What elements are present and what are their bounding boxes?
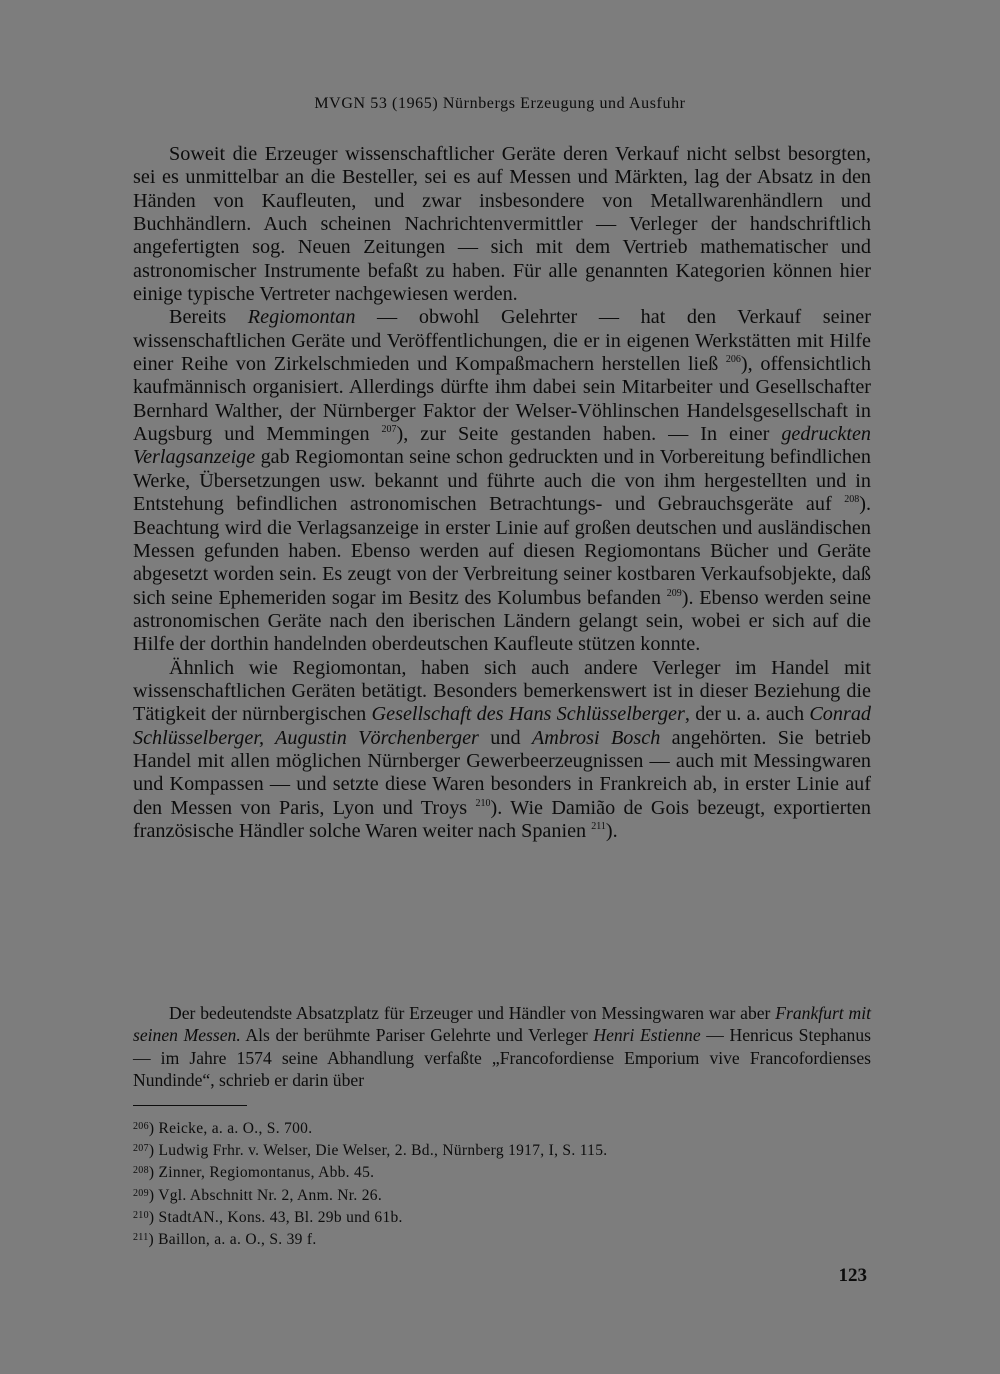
paragraph-1: Soweit die Erzeuger wissenschaftlicher Geräte deren Verkauf nicht selbst besorgten, sei es unmittelbar an die Besteller, sei es auf Messen und Märkten, lag der Absatz in den Händen von Kaufleuten, und zwar insbesondere von Metallwarenhändlern und Buchhändlern. Auch scheinen Nachrichtenvermittler — Verleger der handschriftlich angefertigten sog. Neuen Zeitungen — sich mit dem Vertrieb mathematischer und astronomischer Instrumente befaßt zu haben. Für alle genannten Kategorien können hier einige typische Vertreter nachgewiesen werden.	[133, 143, 871, 306]
footnote-211: $^{211}$) Baillon, a. a. O., S. 39 f.	[133, 1231, 317, 1249]
footnote-ref-211: 211	[591, 820, 606, 832]
footnote-ref-208: 208	[844, 494, 860, 506]
footnote-206: $^{206}$) Reicke, a. a. O., S. 700.	[133, 1120, 313, 1137]
italic-term: Gesellschaft des Hans Schlüsselberger	[371, 703, 685, 726]
main-text	[133, 143, 871, 843]
italic-term: Conrad Schlüsselberger, Augustin Vörchenberger	[133, 703, 872, 749]
italic-term: Regiomontan	[247, 306, 356, 329]
footnote-divider	[133, 1105, 247, 1106]
running-header: MVGN 53 (1965) Nürnbergs Erzeugung und Ausfuhr	[314, 95, 686, 112]
footnote-ref-206: 206	[725, 354, 741, 366]
italic-term: gedruckten Verlagsanzeige	[133, 423, 871, 469]
footnote-ref-207: 207	[381, 424, 397, 436]
footnote-ref-210: 210	[475, 797, 491, 809]
paragraph-3: Ähnlich wie Regiomontan, haben sich auch andere Verleger im Handel mit wissenschaftlichen Geräten betätigt. Besonders bemerkenswert ist in dieser Beziehung die Tätigkeit der nürnbergischen Gesellschaft des Hans Schlüsselberger, der u. a. auch Conrad Schlüsselberger, Augustin Vörchenberger und Ambrosi Bosch angehörten. Sie betrieb Handel mit allen möglichen Nürnberger Gewerbeerzeugnissen — auch mit Messingwaren und Kompassen — und setzte diese Waren besonders in Frankreich ab, in erster Linie auf den Messen von Paris, Lyon und Troys $^{210}$). Wie Damião de Gois bezeugt, exportierten französische Händler solche Waren weiter nach Spanien $^{211}$).	[133, 656, 872, 842]
paragraph-2: Bereits Regiomontan — obwohl Gelehrter — hat den Verkauf seiner wissenschaftlichen Geräte und Veröffentlichungen, die er in eigenen Werkstätten mit Hilfe einer Reihe von Zirkelschmieden und Kompaßmachern herstellen ließ $^{206}$), offensichtlich kaufmännisch organisiert. Allerdings dürfte ihm dabei sein Mitarbeiter und Gesellschafter Bernhard Walther, der Nürnberger Faktor der Welser-Vöhlinschen Handelsgesellschaft in Augsburg und Memmingen $^{207}$), zur Seite gestanden haben. — In einer gedruckten Verlagsanzeige gab Regiomontan seine schon gedruckten und in Vorbereitung befindlichen Werke, Übersetzungen usw. bekannt und führte auch die von ihm hergestellten und in Entstehung befindlichen astronomischen Betrachtungs- und Gebrauchsgeräte auf $^{208}$). Beachtung wird die Verlagsanzeige in erster Linie auf großen deutschen und ausländischen Messen gefunden haben. Ebenso werden auf diesen Regiomontans Bücher und Geräte abgesetzt worden sein. Es zeugt von der Verbreitung seiner kostbaren Verkaufsobjekte, daß sich seine Ephemeriden sogar im Besitz des Kolumbus befanden $^{209}$). Ebenso werden seine astronomischen Geräte nach den iberischen Ländern gelangt sein, wobei er sich auf die Hilfe der dorthin handelnden oberdeutschen Kaufleute stützen konnte.	[133, 306, 872, 656]
footnotes	[133, 1117, 833, 1250]
italic-term: Frankfurt mit seinen Messen.	[133, 1003, 872, 1046]
footnote-208: $^{208}$) Zinner, Regiomontanus, Abb. 45.	[133, 1164, 375, 1182]
footnote-207: $^{207}$) Ludwig Frhr. v. Welser, Die Welser, 2. Bd., Nürnberg 1917, I, S. 115.	[133, 1142, 608, 1160]
footnote-210: $^{210}$) StadtAN., Kons. 43, Bl. 29b und 61b.	[133, 1208, 403, 1226]
footnote-209: $^{209}$) Vgl. Abschnitt Nr. 2, Anm. Nr. 26.	[133, 1186, 383, 1204]
italic-term: Henri Estienne	[593, 1025, 701, 1046]
small-print-text	[133, 1002, 871, 1091]
footnote-ref-209: 209	[666, 587, 682, 599]
page-number: 123	[838, 1265, 867, 1286]
paragraph-4: Der bedeutendste Absatzplatz für Erzeuger und Händler von Messingwaren war aber Frankfurt mit seinen Messen. Als der berühmte Pariser Gelehrte und Verleger Henri Estienne — Henricus Stephanus — im Jahre 1574 seine Abhandlung verfaßte „Francofordiense Emporium vive Francofordienses Nundinde“, schrieb er darin über	[133, 1003, 872, 1090]
italic-term: Ambrosi Bosch	[531, 726, 661, 749]
